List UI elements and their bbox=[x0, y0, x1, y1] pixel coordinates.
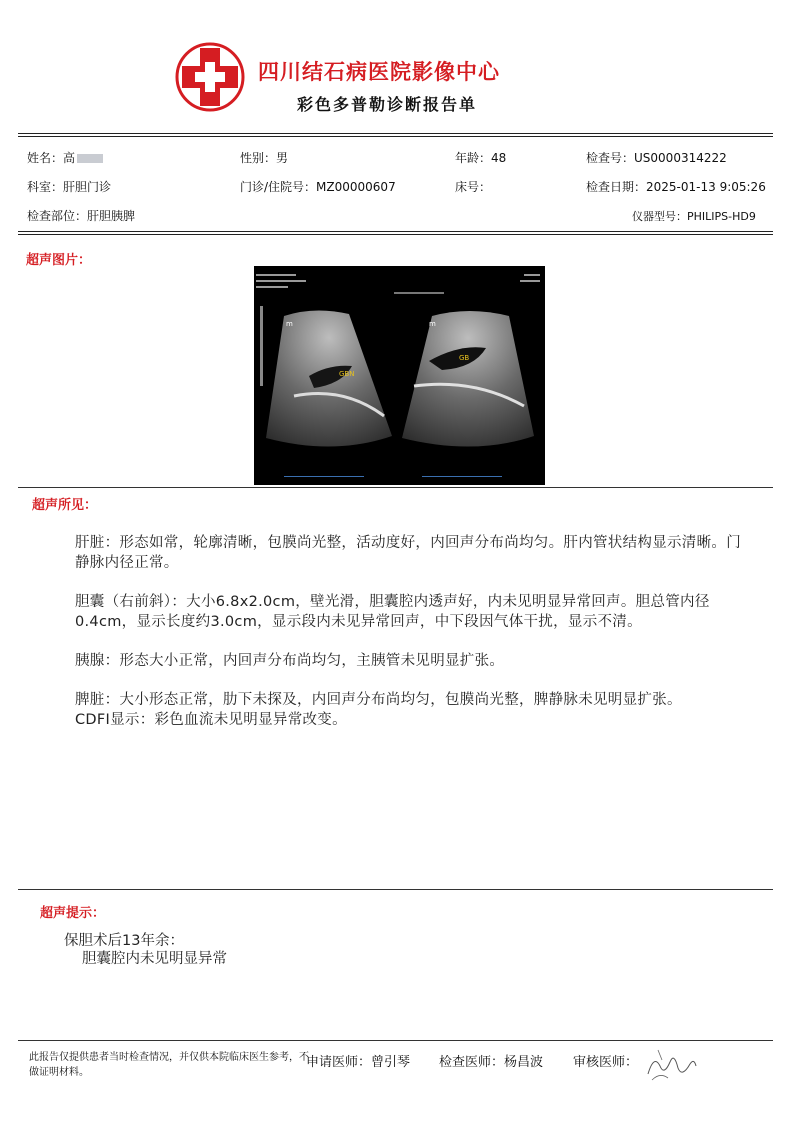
device-model: 仪器型号：PHILIPS-HD9 bbox=[632, 210, 756, 223]
examining-doctor: 检查医师：杨昌波 bbox=[439, 1055, 544, 1070]
clinic-number: 门诊/住院号：MZ00000607 bbox=[240, 180, 396, 194]
exam-number: 检查号：US0000314222 bbox=[586, 151, 727, 165]
header-divider bbox=[18, 133, 773, 137]
exam-site: 检查部位：肝胆胰脾 bbox=[27, 209, 136, 223]
right-marker: m bbox=[429, 320, 436, 328]
handwritten-signature bbox=[640, 1044, 700, 1088]
findings-divider bbox=[18, 889, 773, 890]
patient-gender: 性别：男 bbox=[240, 151, 289, 165]
findings-body bbox=[75, 533, 755, 730]
finding-cdfi: CDFI显示：彩色血流未见明显异常改变。 bbox=[75, 712, 347, 728]
images-section-label: 超声图片： bbox=[26, 253, 92, 268]
hospital-logo bbox=[172, 40, 248, 114]
left-marker: m bbox=[286, 320, 293, 328]
requesting-doctor: 申请医师：曾引琴 bbox=[306, 1055, 411, 1070]
patient-name: 姓名：高 bbox=[27, 149, 103, 166]
left-gb-label: GBN bbox=[339, 370, 355, 378]
footer-divider bbox=[18, 1040, 773, 1041]
disclaimer-note: 此报告仅提供患者当时检查情况，并仅供本院临床医生参考，不做证明材料。 bbox=[29, 1052, 309, 1078]
findings-section-label: 超声所见： bbox=[32, 498, 98, 513]
hint-line-2: 胆囊腔内未见明显异常 bbox=[82, 951, 227, 967]
finding-liver: 肝脏：形态如常，轮廓清晰，包膜尚光整，活动度好，内回声分布尚均匀。肝内管状结构显示清晰。门静脉内径正常。 bbox=[75, 535, 741, 571]
redaction-blur bbox=[77, 154, 103, 163]
patient-age: 年龄：48 bbox=[455, 151, 507, 165]
finding-spleen: 脾脏：大小形态正常，肋下未探及，内回声分布尚均匀，包膜尚光整，脾静脉未见明显扩张。 bbox=[75, 692, 682, 708]
hint-line-1: 保胆术后13年余： bbox=[64, 933, 184, 949]
finding-gallbladder: 胆囊（右前斜）：大小6.8x2.0cm，壁光滑，胆囊腔内透声好，内未见明显异常回声。胆总管内径0.4cm，显示长度约3.0cm，显示段内未见异常回声，中下段因气体干扰，显示不清。 bbox=[75, 594, 710, 630]
info-divider bbox=[18, 231, 773, 235]
exam-date: 检查日期：2025-01-13 9:05:26 bbox=[586, 180, 766, 194]
report-title: 彩色多普勒诊断报告单 bbox=[297, 95, 478, 114]
bed-number: 床号： bbox=[455, 180, 492, 194]
finding-pancreas: 胰腺：形态大小正常，内回声分布尚均匀，主胰管未见明显扩张。 bbox=[75, 653, 505, 669]
hospital-name: 四川结石病医院影像中心 bbox=[258, 60, 500, 84]
reviewing-doctor: 审核医师： bbox=[573, 1055, 639, 1070]
hint-section-label: 超声提示： bbox=[40, 906, 106, 921]
images-divider bbox=[18, 487, 773, 488]
ultrasound-image bbox=[254, 266, 545, 485]
right-gb-label: GB bbox=[459, 354, 470, 362]
department: 科室：肝胆门诊 bbox=[27, 180, 112, 194]
